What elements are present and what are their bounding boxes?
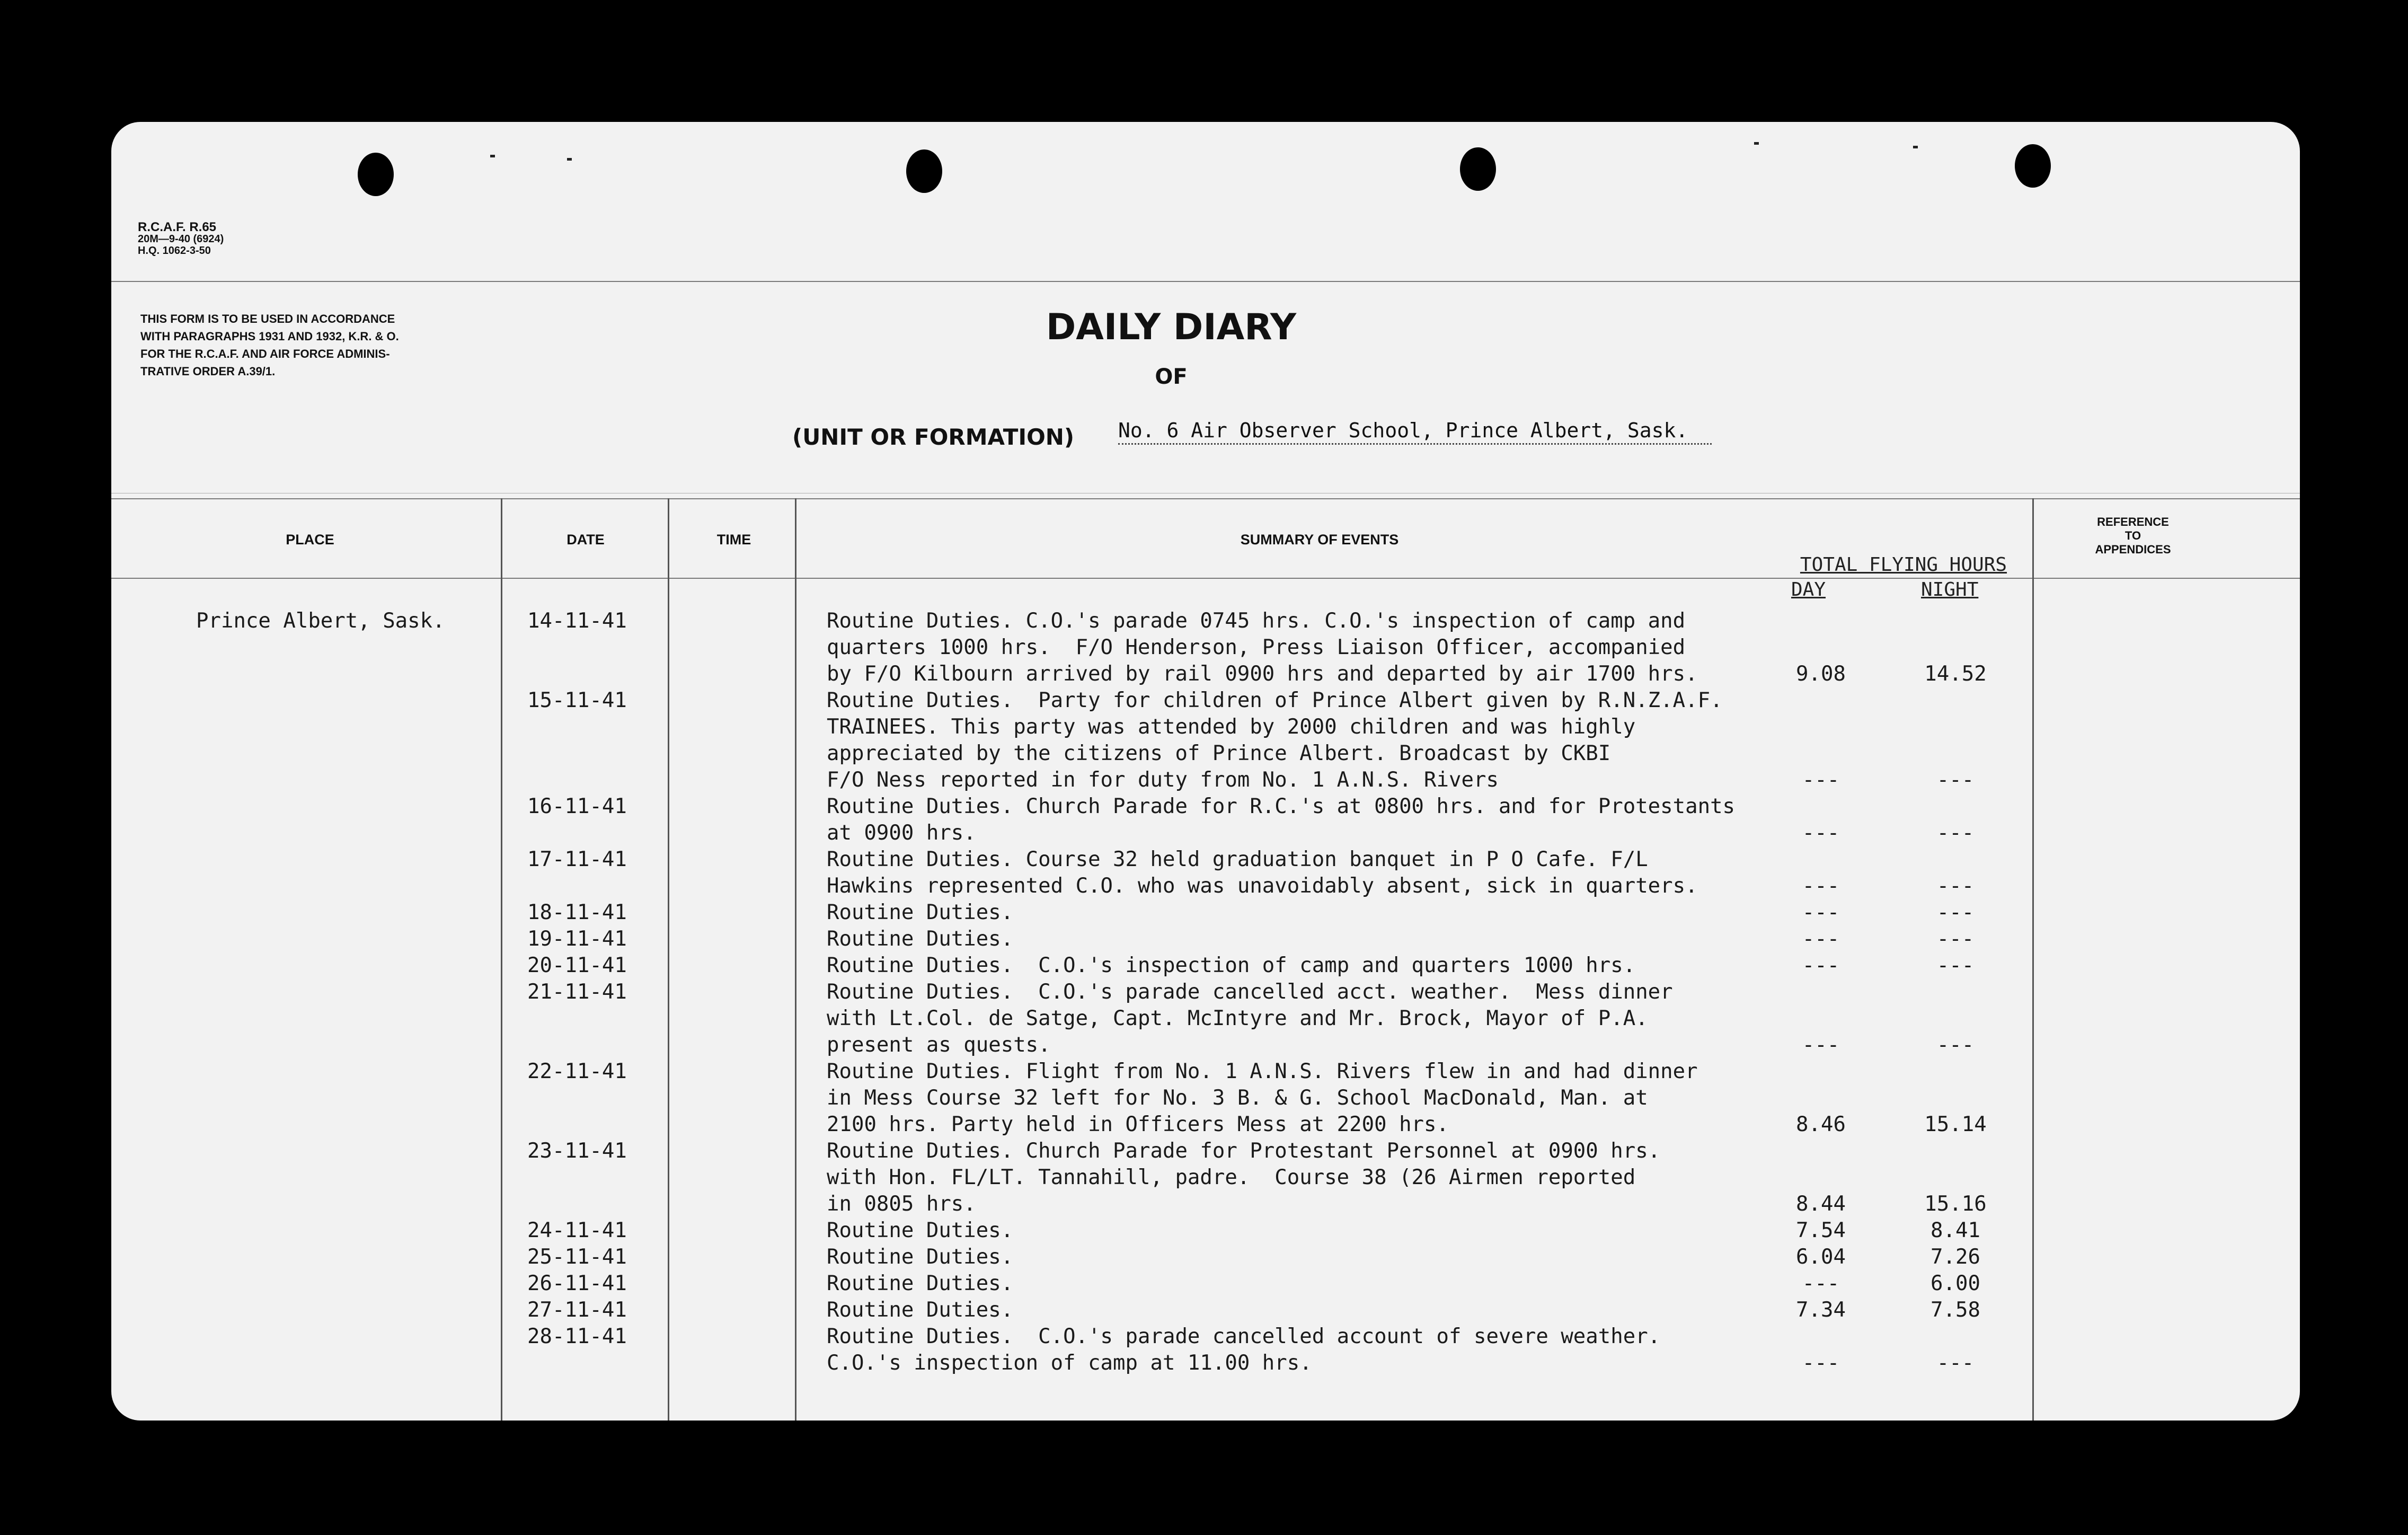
entry-summary-line: appreciated by the citizens of Prince Albert. Broadcast by CKBI bbox=[827, 742, 1611, 765]
entry-night-hours: 7.26 bbox=[1931, 1245, 1980, 1269]
entry-day-hours: 8.46 bbox=[1796, 1113, 1846, 1136]
column-header-time: TIME bbox=[716, 532, 751, 548]
entry-night-hours: --- bbox=[1936, 874, 1975, 898]
entry-day-hours: 9.08 bbox=[1796, 662, 1846, 686]
entry-summary-line: Hawkins represented C.O. who was unavoidably absent, sick in quarters. bbox=[827, 874, 1698, 898]
page-title: DAILY DIARY bbox=[1046, 306, 1297, 348]
entry-date: 15-11-41 bbox=[527, 689, 627, 712]
column-divider bbox=[795, 498, 796, 1421]
entry-summary-line: in 0805 hrs. bbox=[827, 1192, 976, 1216]
rule bbox=[111, 498, 2300, 499]
form-number bbox=[138, 222, 224, 257]
unit-value: No. 6 Air Observer School, Prince Albert, Sask. bbox=[1118, 419, 1712, 445]
entry-summary-line: Routine Duties. bbox=[827, 901, 1014, 924]
entry-night-hours: 8.41 bbox=[1931, 1219, 1980, 1242]
entry-day-hours: --- bbox=[1802, 927, 1840, 951]
entry-summary-line: Routine Duties. bbox=[827, 1245, 1014, 1269]
entry-summary-line: in Mess Course 32 left for No. 3 B. & G. School MacDonald, Man. at bbox=[827, 1086, 1648, 1110]
form-number-line-3: H.Q. 1062-3-50 bbox=[138, 245, 211, 257]
entry-date: 20-11-41 bbox=[527, 954, 627, 977]
column-header-reference: REFERENCE TO APPENDICES bbox=[2095, 515, 2171, 556]
entry-summary-line: Routine Duties. Course 32 held graduation banquet in P O Cafe. F/L bbox=[827, 848, 1648, 871]
entry-night-hours: 7.58 bbox=[1931, 1298, 1980, 1322]
entry-date: 28-11-41 bbox=[527, 1325, 627, 1348]
diary-form bbox=[111, 122, 2300, 1421]
night-header: NIGHT bbox=[1921, 579, 1979, 601]
entry-date: 26-11-41 bbox=[527, 1272, 627, 1295]
entry-date: 27-11-41 bbox=[527, 1298, 627, 1322]
punch-hole-1 bbox=[358, 153, 394, 196]
entry-date: 23-11-41 bbox=[527, 1139, 627, 1163]
entry-summary-line: TRAINEES. This party was attended by 2000 children and was highly bbox=[827, 715, 1636, 739]
entry-summary-line: Routine Duties. bbox=[827, 1272, 1014, 1295]
entry-day-hours: 7.54 bbox=[1796, 1219, 1846, 1242]
place-value: Prince Albert, Sask. bbox=[196, 609, 445, 633]
entry-summary-line: Routine Duties. bbox=[827, 1298, 1014, 1322]
entry-day-hours: 6.04 bbox=[1796, 1245, 1846, 1269]
speck bbox=[490, 155, 495, 157]
entry-summary-line: Routine Duties. C.O.'s parade cancelled account of severe weather. bbox=[827, 1325, 1661, 1348]
form-number-line-2: 20M—9-40 (6924) bbox=[138, 233, 224, 245]
form-number-line-1: R.C.A.F. R.65 bbox=[138, 220, 217, 234]
column-divider bbox=[501, 498, 502, 1421]
day-header: DAY bbox=[1791, 579, 1826, 601]
entry-summary-line: quarters 1000 hrs. F/O Henderson, Press Liaison Officer, accompanied bbox=[827, 636, 1686, 659]
column-header-date: DATE bbox=[566, 532, 605, 548]
entry-summary-line: Routine Duties. Flight from No. 1 A.N.S. Rivers flew in and had dinner bbox=[827, 1060, 1698, 1083]
entry-night-hours: --- bbox=[1936, 954, 1975, 977]
entry-night-hours: 6.00 bbox=[1931, 1272, 1980, 1295]
entry-summary-line: Routine Duties. Party for children of Prince Albert given by R.N.Z.A.F. bbox=[827, 689, 1723, 712]
entry-night-hours: --- bbox=[1936, 821, 1975, 845]
entry-night-hours: 15.14 bbox=[1924, 1113, 1987, 1136]
speck bbox=[1754, 142, 1759, 145]
entry-summary-line: Routine Duties. bbox=[827, 927, 1014, 951]
total-flying-hours-header: TOTAL FLYING HOURS bbox=[1800, 554, 2007, 576]
entry-day-hours: 8.44 bbox=[1796, 1192, 1846, 1216]
punch-hole-2 bbox=[906, 149, 942, 193]
entry-day-hours: --- bbox=[1802, 1272, 1840, 1295]
unit-label: (UNIT OR FORMATION) bbox=[792, 424, 1075, 450]
entry-summary-line: Routine Duties. Church Parade for Protestant Personnel at 0900 hrs. bbox=[827, 1139, 1661, 1163]
column-divider bbox=[668, 498, 669, 1421]
rule bbox=[111, 281, 2300, 282]
entry-date: 22-11-41 bbox=[527, 1060, 627, 1083]
entry-day-hours: --- bbox=[1802, 954, 1840, 977]
entry-date: 17-11-41 bbox=[527, 848, 627, 871]
entry-summary-line: with Hon. FL/LT. Tannahill, padre. Course 38 (26 Airmen reported bbox=[827, 1166, 1636, 1189]
entry-summary-line: F/O Ness reported in for duty from No. 1 A.N.S. Rivers bbox=[827, 768, 1499, 792]
entry-night-hours: --- bbox=[1936, 901, 1975, 924]
entry-summary-line: C.O.'s inspection of camp at 11.00 hrs. bbox=[827, 1351, 1312, 1375]
entry-summary-line: with Lt.Col. de Satge, Capt. McIntyre and Mr. Brock, Mayor of P.A. bbox=[827, 1007, 1648, 1030]
entry-summary-line: at 0900 hrs. bbox=[827, 821, 976, 845]
entry-date: 21-11-41 bbox=[527, 980, 627, 1004]
entry-date: 18-11-41 bbox=[527, 901, 627, 924]
instructions-text: THIS FORM IS TO BE USED IN ACCORDANCE WITH PARAGRAPHS 1931 AND 1932, K.R. & O. FOR THE R.C.A.F. AND AIR FORCE ADMINIS- TRATIVE ORDER A.39/1. bbox=[140, 312, 399, 378]
entry-night-hours: 14.52 bbox=[1924, 662, 1987, 686]
title-of: OF bbox=[1155, 365, 1188, 389]
entry-date: 16-11-41 bbox=[527, 795, 627, 818]
entry-night-hours: --- bbox=[1936, 927, 1975, 951]
column-header-summary: SUMMARY OF EVENTS bbox=[1240, 532, 1399, 548]
entry-night-hours: 15.16 bbox=[1924, 1192, 1987, 1216]
entry-summary-line: Routine Duties. C.O.'s inspection of camp and quarters 1000 hrs. bbox=[827, 954, 1636, 977]
entry-date: 19-11-41 bbox=[527, 927, 627, 951]
entry-day-hours: --- bbox=[1802, 874, 1840, 898]
entry-night-hours: --- bbox=[1936, 768, 1975, 792]
entry-summary-line: Routine Duties. C.O.'s parade 0745 hrs. C.O.'s inspection of camp and bbox=[827, 609, 1686, 633]
entry-summary-line: Routine Duties. bbox=[827, 1219, 1014, 1242]
entry-summary-line: 2100 hrs. Party held in Officers Mess at 2200 hrs. bbox=[827, 1113, 1449, 1136]
entry-date: 25-11-41 bbox=[527, 1245, 627, 1269]
entry-day-hours: --- bbox=[1802, 901, 1840, 924]
entry-day-hours: --- bbox=[1802, 1033, 1840, 1057]
entry-day-hours: 7.34 bbox=[1796, 1298, 1846, 1322]
entry-day-hours: --- bbox=[1802, 1351, 1840, 1375]
entry-summary-line: present as quests. bbox=[827, 1033, 1051, 1057]
punch-hole-4 bbox=[2015, 144, 2051, 188]
speck bbox=[567, 158, 572, 161]
column-header-place: PLACE bbox=[286, 532, 334, 548]
column-divider bbox=[2032, 498, 2034, 1421]
entry-night-hours: --- bbox=[1936, 1033, 1975, 1057]
entry-night-hours: --- bbox=[1936, 1351, 1975, 1375]
punch-hole-3 bbox=[1460, 147, 1496, 191]
entry-summary-line: Routine Duties. Church Parade for R.C.'s at 0800 hrs. and for Protestants bbox=[827, 795, 1736, 818]
entry-summary-line: Routine Duties. C.O.'s parade cancelled acct. weather. Mess dinner bbox=[827, 980, 1673, 1004]
entry-date: 14-11-41 bbox=[527, 609, 627, 633]
entry-day-hours: --- bbox=[1802, 768, 1840, 792]
entry-summary-line: by F/O Kilbourn arrived by rail 0900 hrs and departed by air 1700 hrs. bbox=[827, 662, 1698, 686]
entry-date: 24-11-41 bbox=[527, 1219, 627, 1242]
speck bbox=[1913, 146, 1918, 148]
entry-day-hours: --- bbox=[1802, 821, 1840, 845]
